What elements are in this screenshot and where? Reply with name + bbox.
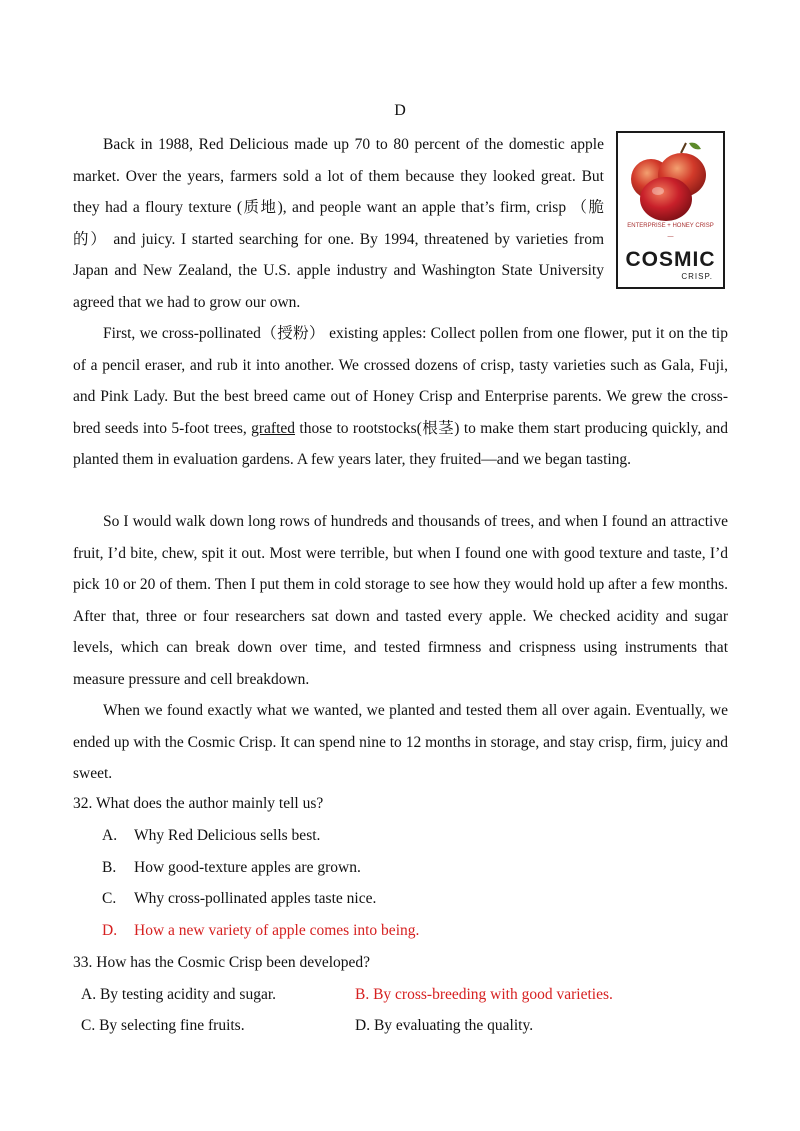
option-letter: D. [355, 1017, 371, 1034]
q33-option-a [81, 986, 276, 1004]
option-text: Why cross-pollinated apples taste nice. [134, 890, 377, 907]
q33-option-c [81, 1017, 245, 1035]
question-32-stem: 32. What does the author mainly tell us? [73, 795, 324, 812]
q32-option-b [102, 859, 361, 877]
q32-option-d-answer [102, 922, 419, 940]
apple-image [626, 139, 716, 223]
question-33-stem: 33. How has the Cosmic Crisp been developed? [73, 954, 371, 971]
paragraph-3: So I would walk down long rows of hundreds and thousands of trees, and when I found an attractive fruit, I’d bite, chew, spit it out. Most were terrible, but when I found one with good texture and taste, I’d pick 10 or 20 of them. Then I put them in cold storage to see how they would hold up after a few months. After that, three or four researchers sat down and tasted every apple. We checked acidity and sugar levels, which can break down over time, and tested firmness and crispness using instruments that measure pressure and cell breakdown. [73, 513, 728, 688]
option-text: By cross-breeding with good varieties. [373, 986, 613, 1003]
cosmic-crisp-ad [616, 131, 725, 289]
paragraph-2-part-a: First, we cross-pollinated（授粉） existing apples: Collect pollen from one flower, put it on the tip of a pencil eraser, and rub it into another. We crossed dozens of crisp, tasty varieties such as Gala, Fuji, and Pink Lady. But the best breed came out of Honey Crisp and Enterprise parents. We grew the cross-bred seeds into 5-foot trees, [73, 325, 728, 437]
option-text: By testing acidity and sugar. [99, 986, 277, 1003]
ad-subbrand: CRISP. [681, 272, 713, 281]
ad-dash: — [667, 234, 674, 240]
option-letter: A. [102, 827, 118, 844]
passage-title: D [394, 102, 406, 119]
option-text: How a new variety of apple comes into being. [134, 922, 420, 939]
ad-tagline: ENTERPRISE + HONEY CRISP [627, 223, 714, 229]
paragraph-2 [73, 318, 728, 476]
paragraph-1: Back in 1988, Red Delicious made up 70 to 80 percent of the domestic apple market. Over the years, farmers sold a lot of them because they looked great. But they had a floury texture (质地), and people want an apple that’s firm, crisp （脆的） and juicy. I started searching for one. By 1994, threatened by varieties from Japan and New Zealand, the U.S. apple industry and Washington State University agreed that we had to grow our own. [73, 136, 604, 311]
option-text: Why Red Delicious sells best. [134, 827, 321, 844]
option-letter: A. [81, 986, 97, 1003]
option-text: How good-texture apples are grown. [134, 859, 361, 876]
paragraph-2-part-b: those to rootstocks(根茎) to make them start producing quickly, and planted them in evaluation gardens. A few years later, they fruited—and we began tasting. [73, 419, 728, 469]
q33-option-b-answer [355, 986, 613, 1004]
option-letter: D. [102, 922, 118, 939]
option-text: By selecting fine fruits. [99, 1017, 245, 1034]
q32-option-a [102, 827, 320, 845]
q33-option-d [355, 1017, 533, 1035]
underlined-word: grafted [251, 419, 296, 437]
option-text: By evaluating the quality. [373, 1017, 534, 1034]
ad-brand: COSMIC [625, 248, 716, 271]
paragraph-4: When we found exactly what we wanted, we planted and tested them all over again. Eventually, we ended up with the Cosmic Crisp. It can spend nine to 12 months in storage, and stay crisp, firm, juicy and sweet. [73, 702, 728, 783]
option-letter: C. [102, 890, 117, 907]
option-letter: C. [81, 1017, 96, 1034]
option-letter: B. [355, 986, 370, 1003]
q32-option-c [102, 890, 376, 908]
option-letter: B. [102, 859, 117, 876]
